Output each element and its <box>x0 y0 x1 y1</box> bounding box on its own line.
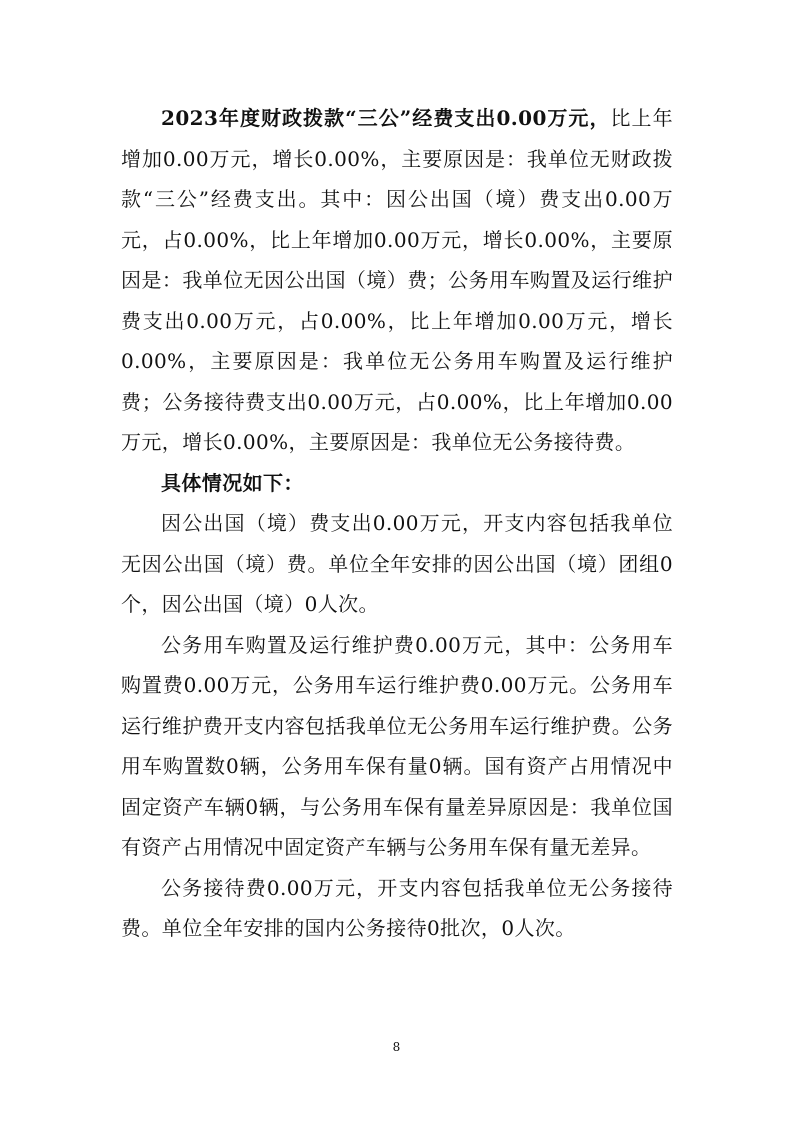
summary-lead: 2023年度财政拨款“三公”经费支出0.00万元， <box>161 106 611 130</box>
summary-detail: 比上年增加0.00万元，增长0.00%，主要原因是：我单位无财政拨款“三公”经费支出。其中：因公出国（境）费支出0.00万元，占0.00%，比上年增加0.00万元，增长0.00%，主要原因是：我单位无因公出国（境）费；公务用车购置及运行维护费支出0.00万元，占0.00%，比上年增加0.00万元，增长0.00%，主要原因是：我单位无公务用车购置及运行维护费；公务接待费支出0.00万元，占0.00%，比上年增加0.00万元，增长0.00%，主要原因是：我单位无公务接待费。 <box>121 106 673 454</box>
paragraph-summary <box>121 98 673 463</box>
paragraph-overseas-travel: 因公出国（境）费支出0.00万元，开支内容包括我单位无因公出国（境）费。单位全年安排的因公出国（境）团组0个，因公出国（境）0人次。 <box>121 511 673 616</box>
page-number: 8 <box>392 1040 401 1054</box>
document-body <box>121 98 673 949</box>
paragraph-vehicles: 公务用车购置及运行维护费0.00万元，其中：公务用车购置费0.00万元，公务用车运行维护费0.00万元。公务用车运行维护费开支内容包括我单位无公务用车运行维护费。公务用车购置数0辆，公务用车保有量0辆。国有资产占用情况中固定资产车辆0辆，与公务用车保有量差异原因是：我单位国有资产占用情况中固定资产车辆与公务用车保有量无差异。 <box>121 632 673 859</box>
paragraph-reception: 公务接待费0.00万元，开支内容包括我单位无公务接待费。单位全年安排的国内公务接待0批次，0人次。 <box>121 875 673 940</box>
section-heading: 具体情况如下： <box>161 470 304 495</box>
